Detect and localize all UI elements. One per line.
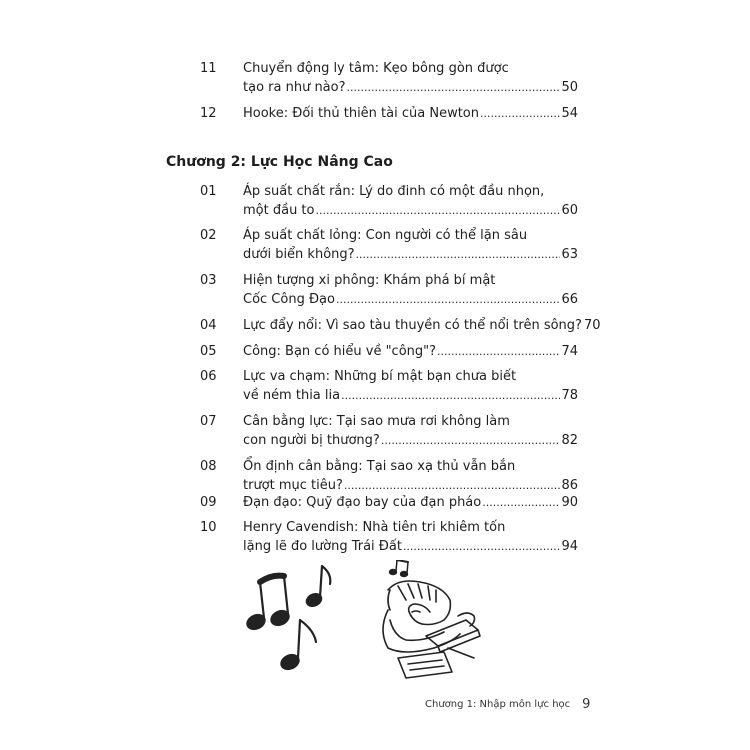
toc-entry-number: 07 <box>200 414 217 429</box>
toc-entry-number: 03 <box>200 273 217 288</box>
toc-entry-text <box>243 59 578 97</box>
chapter-heading: Chương 2: Lực Học Nâng Cao <box>166 154 393 170</box>
leader-dots <box>381 431 561 450</box>
toc-entry-number: 04 <box>200 318 217 333</box>
toc-entry-page: 94 <box>561 539 578 554</box>
page-number: 9 <box>582 697 591 712</box>
toc-entry-text <box>243 493 578 512</box>
leader-dots <box>316 201 561 220</box>
toc-entry-page: 60 <box>561 203 578 218</box>
toc-entry-line: Lực va chạm: Những bí mật bạn chưa biết <box>243 369 517 384</box>
music-note-icon <box>305 566 330 608</box>
toc-entry-number: 08 <box>200 459 217 474</box>
leader-dots <box>347 78 561 97</box>
toc-entry-page: 74 <box>561 344 578 359</box>
sleeping-person-icon <box>383 581 480 678</box>
toc-entry-page: 50 <box>561 80 578 95</box>
toc-entry-text <box>243 367 578 405</box>
toc-entry-page: 78 <box>561 388 578 403</box>
toc-entry-last-line: con người bị thương? <box>243 433 380 448</box>
toc-entry-page: 54 <box>561 106 578 121</box>
toc-entry-text <box>243 226 578 264</box>
toc-entry-number: 09 <box>200 495 217 510</box>
toc-entry-number: 05 <box>200 344 217 359</box>
toc-entry-page: 70 <box>583 318 601 333</box>
toc-entry-text <box>243 518 578 556</box>
toc-entry-number: 01 <box>200 184 217 199</box>
toc-entry-last-line: một đầu to <box>243 203 315 218</box>
leader-dots <box>341 386 560 405</box>
toc-entry-text <box>243 342 578 361</box>
toc-entry-last-line: Lực đẩy nổi: Vì sao tàu thuyền có thể nổi trên sông? <box>243 318 582 333</box>
toc-entry-line: Ổn định cân bằng: Tại sao xạ thủ vẫn bắn <box>243 459 516 474</box>
toc-entry-text <box>243 271 578 309</box>
leader-dots <box>403 537 561 556</box>
toc-entry-number: 06 <box>200 369 217 384</box>
toc-entry-number: 02 <box>200 228 217 243</box>
running-title: Chương 1: Nhập môn lực học <box>425 699 571 710</box>
toc-entry-line: Cân bằng lực: Tại sao mưa rơi không làm <box>243 414 510 429</box>
toc-entry-page: 90 <box>561 495 578 510</box>
toc-entry-last-line: Đạn đạo: Quỹ đạo bay của đạn pháo <box>243 495 482 510</box>
toc-entry-page: 66 <box>561 292 578 307</box>
toc-entry-text <box>243 457 578 495</box>
sleeping-student-illustration <box>238 560 488 685</box>
music-note-icon <box>245 576 291 632</box>
toc-entry-last-line: Cốc Công Đạo <box>243 292 335 307</box>
toc-entry-text <box>243 182 578 220</box>
toc-entry-line: Áp suất chất rắn: Lý do đinh có một đầu nhọn, <box>243 184 545 199</box>
leader-dots <box>437 342 560 361</box>
toc-entry-text <box>243 104 578 123</box>
toc-entry-number: 10 <box>200 520 217 535</box>
toc-entry-text <box>243 316 601 335</box>
music-note-icon <box>279 620 316 672</box>
leader-dots <box>482 493 560 512</box>
toc-entry-line: Henry Cavendish: Nhà tiên tri khiêm tốn <box>243 520 506 535</box>
toc-entry-last-line: tạo ra như nào? <box>243 80 346 95</box>
music-note-icon <box>390 560 409 577</box>
toc-entry-line: Hiện tượng xi phông: Khám phá bí mật <box>243 273 496 288</box>
toc-entry-page: 86 <box>561 478 578 493</box>
toc-entry-page: 82 <box>561 433 578 448</box>
toc-entry-last-line: về ném thia lia <box>243 388 341 403</box>
toc-entry-line: Chuyển động ly tâm: Kẹo bông gòn được <box>243 61 509 76</box>
toc-entry-last-line: Công: Bạn có hiểu về "công"? <box>243 344 437 359</box>
leader-dots <box>480 104 560 123</box>
toc-entry-last-line: Hooke: Đối thủ thiên tài của Newton <box>243 106 479 121</box>
leader-dots <box>336 290 560 309</box>
toc-entry-last-line: trượt mục tiêu? <box>243 478 343 493</box>
toc-entry-number: 11 <box>200 61 217 76</box>
toc-entry-last-line: lặng lẽ đo lường Trái Đất <box>243 539 402 554</box>
toc-entry-last-line: dưới biển không? <box>243 247 355 262</box>
toc-entry-number: 12 <box>200 106 217 121</box>
toc-entry-line: Áp suất chất lỏng: Con người có thể lặn sâu <box>243 228 528 243</box>
toc-entry-page: 63 <box>561 247 578 262</box>
toc-entry-text <box>243 412 578 450</box>
leader-dots <box>356 245 561 264</box>
page-footer <box>425 697 591 712</box>
